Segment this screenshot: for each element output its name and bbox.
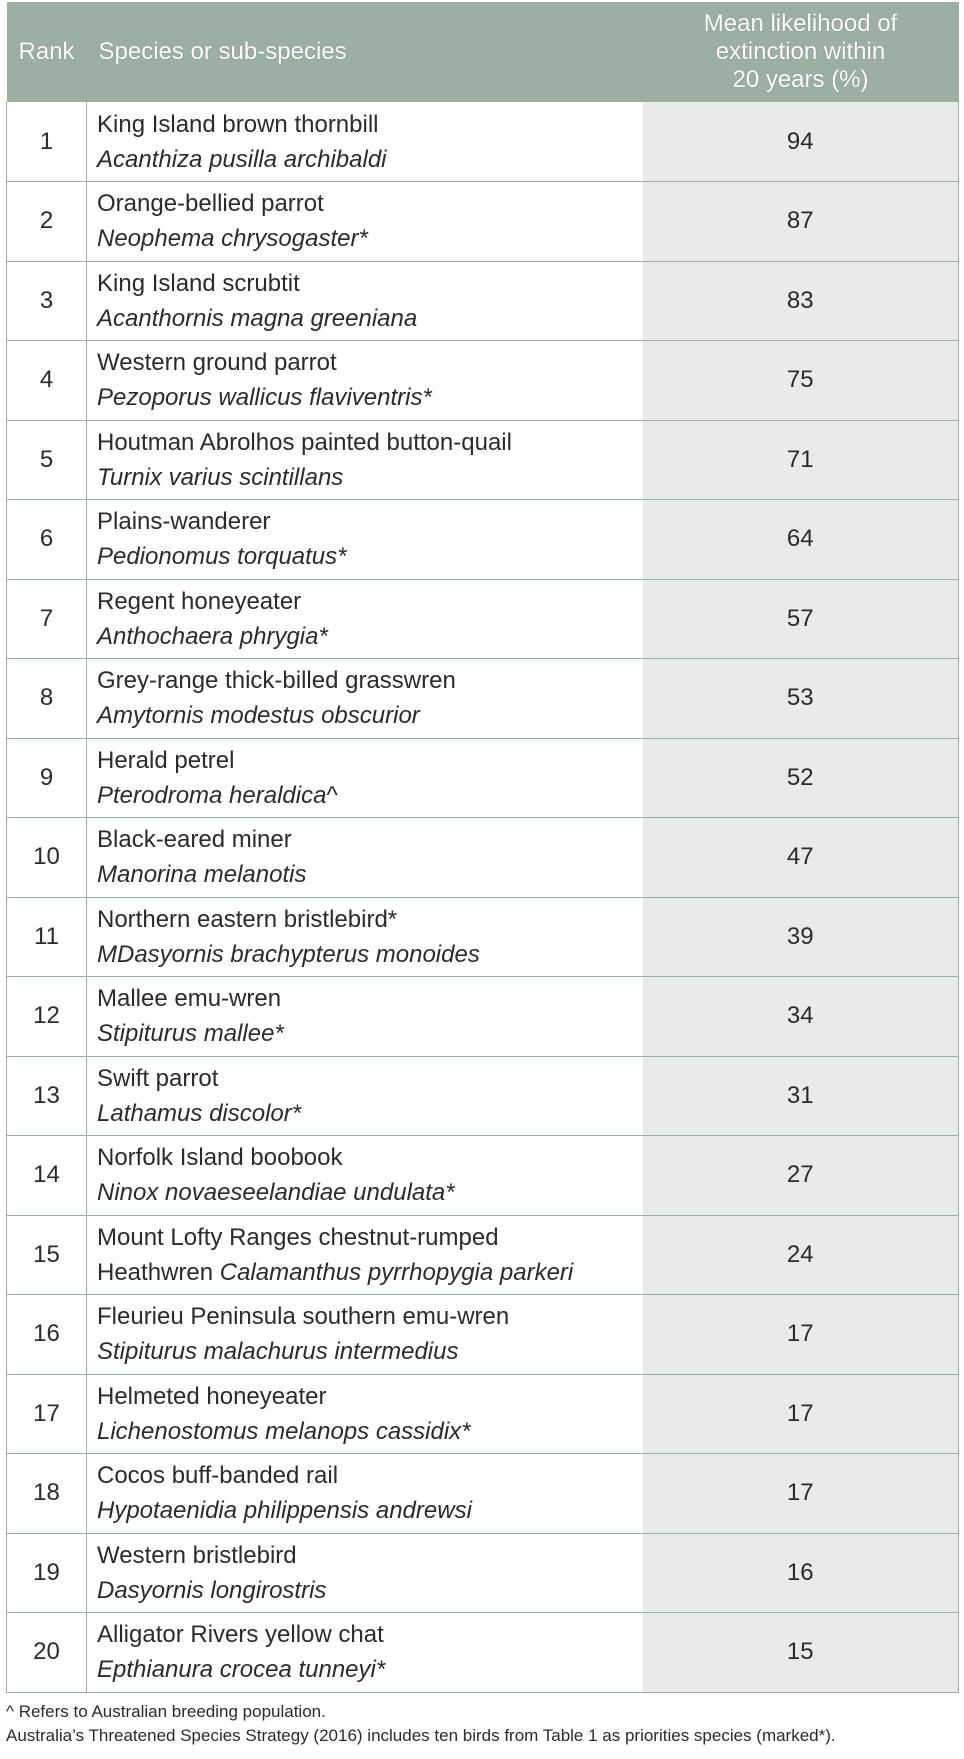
scientific-name: Lichenostomus melanops cassidix*	[97, 1417, 471, 1445]
scientific-name: Anthochaera phrygia*	[97, 622, 328, 650]
table-row	[7, 500, 959, 580]
scientific-name: Pterodroma heraldica	[97, 781, 327, 809]
common-name: Swift parrot	[97, 1064, 219, 1092]
scientific-name: Acanthiza pusilla archibaldi	[97, 145, 387, 173]
table-row	[7, 659, 959, 739]
rank-cell: 18	[7, 1454, 87, 1534]
scientific-name: MDasyornis brachypterus monoides	[97, 940, 480, 968]
species-cell	[87, 1136, 643, 1216]
likelihood-value-cell: 71	[643, 420, 959, 500]
scientific-name: Turnix varius scintillans	[97, 463, 344, 491]
scientific-name-line	[97, 857, 643, 892]
scientific-name-line	[97, 1652, 643, 1687]
species-cell	[87, 1613, 643, 1693]
scientific-name-line	[97, 460, 643, 495]
scientific-name: Pedionomus torquatus*	[97, 543, 347, 571]
species-cell	[87, 1533, 643, 1613]
table-row	[7, 1454, 959, 1534]
common-name: Herald petrel	[97, 746, 235, 774]
common-name: Regent honeyeater	[97, 587, 302, 615]
rank-cell: 11	[7, 897, 87, 977]
common-name: Helmeted honeyeater	[97, 1382, 327, 1410]
scientific-name: Ninox novaeseelandiae undulata*	[97, 1179, 455, 1207]
rank-cell: 3	[7, 261, 87, 341]
species-cell	[87, 500, 643, 580]
scientific-name-line	[97, 1255, 643, 1290]
scientific-name: Acanthornis magna greeniana	[97, 304, 418, 332]
scientific-name: Dasyornis longirostris	[97, 1576, 327, 1604]
scientific-name-line	[97, 539, 643, 574]
likelihood-value-cell: 53	[643, 659, 959, 739]
scientific-name-line	[97, 619, 643, 654]
likelihood-value-cell: 27	[643, 1136, 959, 1216]
scientific-name: Hypotaenidia philippensis andrewsi	[97, 1497, 472, 1525]
header-likelihood-line3: 20 years (%)	[732, 66, 869, 93]
rank-cell: 12	[7, 977, 87, 1057]
rank-cell: 20	[7, 1613, 87, 1693]
species-cell	[87, 182, 643, 262]
rank-cell: 10	[7, 818, 87, 898]
species-cell	[87, 977, 643, 1057]
common-name: Black-eared miner	[97, 826, 292, 854]
table-row	[7, 738, 959, 818]
table-row	[7, 1374, 959, 1454]
scientific-name-line	[97, 1096, 643, 1131]
scientific-name-line	[97, 142, 643, 177]
common-name: Houtman Abrolhos painted button-quail	[97, 428, 512, 456]
likelihood-value-cell: 34	[643, 977, 959, 1057]
table-row	[7, 1136, 959, 1216]
species-cell	[87, 1454, 643, 1534]
rank-cell: 17	[7, 1374, 87, 1454]
scientific-name: Pezoporus wallicus flaviventris*	[97, 384, 432, 412]
common-name: Western bristlebird	[97, 1541, 297, 1569]
scientific-name-line	[97, 1016, 643, 1051]
scientific-name-line	[97, 301, 643, 336]
species-cell	[87, 1215, 643, 1295]
rank-cell: 4	[7, 341, 87, 421]
likelihood-value-cell: 75	[643, 341, 959, 421]
table-row	[7, 1533, 959, 1613]
likelihood-value-cell: 17	[643, 1295, 959, 1375]
rank-cell: 1	[7, 102, 87, 182]
header-likelihood-line1: Mean likelihood of	[703, 10, 898, 37]
rank-cell: 5	[7, 420, 87, 500]
table-row	[7, 977, 959, 1057]
rank-cell: 6	[7, 500, 87, 580]
header-rank: Rank	[18, 38, 75, 65]
table-row	[7, 579, 959, 659]
species-cell	[87, 341, 643, 421]
species-cell	[87, 1056, 643, 1136]
scientific-name-line	[97, 778, 643, 813]
common-name: Norfolk Island boobook	[97, 1144, 343, 1172]
common-name: Mallee emu-wren	[97, 985, 282, 1013]
common-name: Alligator Rivers yellow chat	[97, 1621, 384, 1649]
rank-cell: 13	[7, 1056, 87, 1136]
footnote-threatened-species-strategy: Australia’s Threatened Species Strategy (2016) includes ten birds from Table 1 as priorities species (marked*).	[6, 1726, 836, 1745]
common-name: Orange-bellied parrot	[97, 190, 324, 218]
species-cell	[87, 102, 643, 182]
table-row	[7, 1613, 959, 1693]
scientific-name-prefix: Heathwren	[97, 1258, 220, 1286]
likelihood-value-cell: 57	[643, 579, 959, 659]
rank-cell: 8	[7, 659, 87, 739]
rank-cell: 9	[7, 738, 87, 818]
common-name: Cocos buff-banded rail	[97, 1462, 339, 1490]
table-row	[7, 818, 959, 898]
scientific-name: Manorina melanotis	[97, 861, 307, 889]
scientific-name: Calamanthus pyrrhopygia parkeri	[219, 1258, 574, 1286]
scientific-name-suffix: ^	[326, 781, 338, 809]
scientific-name: Neophema chrysogaster*	[97, 225, 368, 253]
species-cell	[87, 897, 643, 977]
scientific-name: Amytornis modestus obscurior	[97, 702, 420, 730]
table-body	[7, 102, 959, 1692]
likelihood-value-cell: 24	[643, 1215, 959, 1295]
footnote-breeding-population: ^ Refers to Australian breeding population.	[6, 1702, 326, 1721]
common-name: Plains-wanderer	[97, 508, 271, 536]
extinction-likelihood-table	[6, 2, 959, 1693]
scientific-name-line	[97, 698, 643, 733]
table-header	[7, 2, 959, 102]
species-cell	[87, 818, 643, 898]
species-cell	[87, 1374, 643, 1454]
table-row	[7, 341, 959, 421]
likelihood-value-cell: 52	[643, 738, 959, 818]
scientific-name-line	[97, 1414, 643, 1449]
scientific-name-line	[97, 1334, 643, 1369]
species-cell	[87, 738, 643, 818]
table-row	[7, 1215, 959, 1295]
scientific-name-line	[97, 937, 643, 972]
likelihood-value-cell: 94	[643, 102, 959, 182]
table-row	[7, 1056, 959, 1136]
rank-cell: 16	[7, 1295, 87, 1375]
rank-cell: 19	[7, 1533, 87, 1613]
likelihood-value-cell: 17	[643, 1454, 959, 1534]
likelihood-value-cell: 64	[643, 500, 959, 580]
rank-cell: 15	[7, 1215, 87, 1295]
likelihood-value-cell: 16	[643, 1533, 959, 1613]
species-cell	[87, 579, 643, 659]
likelihood-value-cell: 83	[643, 261, 959, 341]
scientific-name: Lathamus discolor*	[97, 1099, 302, 1127]
table-row	[7, 420, 959, 500]
table-row	[7, 102, 959, 182]
likelihood-value-cell: 39	[643, 897, 959, 977]
header-likelihood-line2: extinction within	[715, 38, 886, 65]
scientific-name: Stipiturus mallee*	[97, 1020, 284, 1048]
header-likelihood	[643, 2, 959, 102]
common-name: Fleurieu Peninsula southern emu-wren	[97, 1303, 510, 1331]
species-cell	[87, 659, 643, 739]
rank-cell: 14	[7, 1136, 87, 1216]
table-row	[7, 182, 959, 262]
common-name: King Island brown thornbill	[97, 110, 379, 138]
table-row	[7, 261, 959, 341]
header-row	[7, 2, 959, 102]
species-cell	[87, 261, 643, 341]
scientific-name-line	[97, 1573, 643, 1608]
scientific-name-line	[97, 221, 643, 256]
table-row	[7, 897, 959, 977]
species-cell	[87, 420, 643, 500]
likelihood-value-cell: 31	[643, 1056, 959, 1136]
likelihood-value-cell: 87	[643, 182, 959, 262]
scientific-name: Epthianura crocea tunneyi*	[97, 1656, 386, 1684]
table-row	[7, 1295, 959, 1375]
common-name: Mount Lofty Ranges chestnut-rumped	[97, 1223, 499, 1251]
scientific-name-line	[97, 1175, 643, 1210]
likelihood-value-cell: 47	[643, 818, 959, 898]
common-name: Western ground parrot	[97, 349, 337, 377]
common-name: Grey-range thick-billed grasswren	[97, 667, 456, 695]
footnotes	[6, 1700, 958, 1748]
common-name: King Island scrubtit	[97, 269, 300, 297]
rank-cell: 7	[7, 579, 87, 659]
scientific-name-line	[97, 380, 643, 415]
scientific-name-line	[97, 1493, 643, 1528]
scientific-name: Stipiturus malachurus intermedius	[97, 1338, 459, 1366]
likelihood-value-cell: 15	[643, 1613, 959, 1693]
rank-cell: 2	[7, 182, 87, 262]
species-cell	[87, 1295, 643, 1375]
common-name: Northern eastern bristlebird*	[97, 905, 398, 933]
likelihood-value-cell: 17	[643, 1374, 959, 1454]
header-species: Species or sub-species	[98, 38, 347, 65]
extinction-table-container	[6, 2, 958, 1693]
